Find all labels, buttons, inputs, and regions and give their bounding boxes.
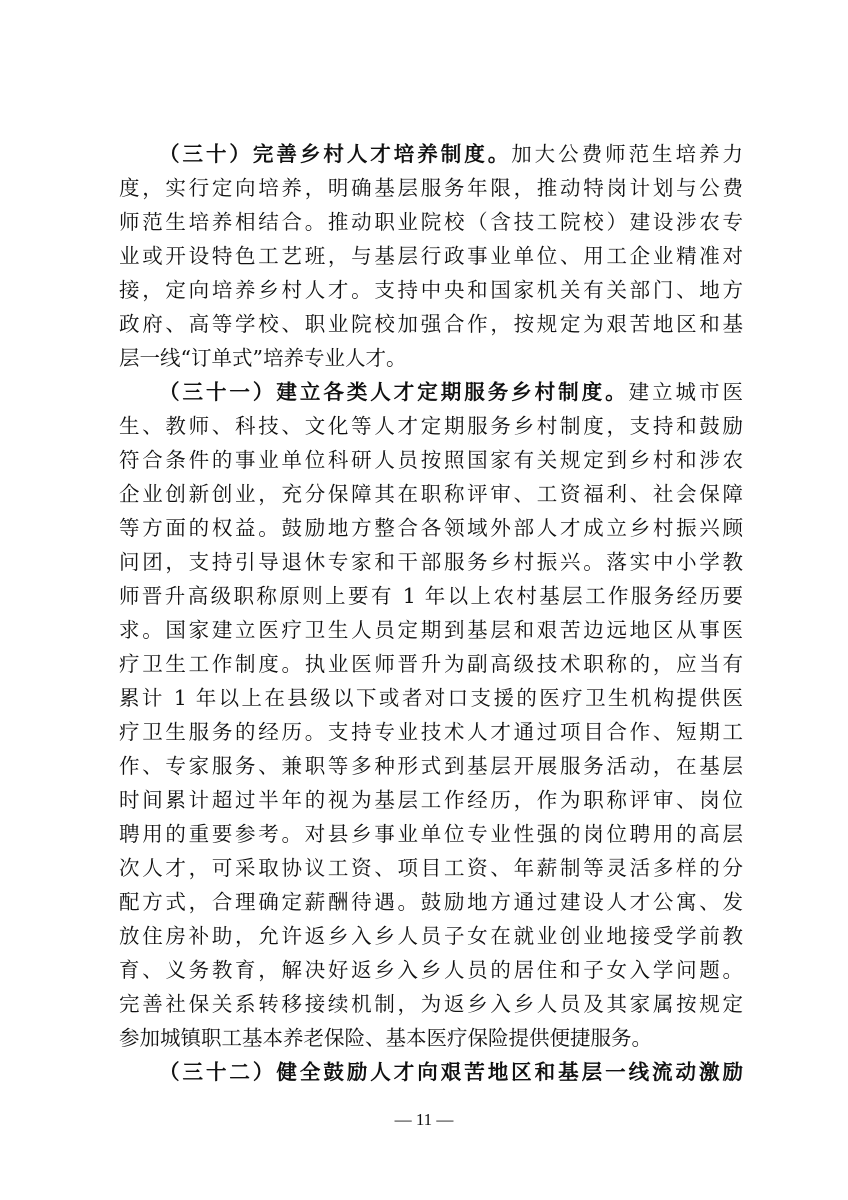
section-31 (119, 375, 743, 1055)
paragraph-line (159, 1055, 743, 1089)
paragraph-line: 问团，支持引导退休专家和干部服务乡村振兴。落实中小学教 (119, 550, 743, 574)
paragraph-line: 业或开设特色工艺班，与基层行政事业单位、用工企业精准对 (119, 244, 743, 268)
paragraph-line: 时间累计超过半年的视为基层工作经历，作为职称评审、岗位 (119, 788, 743, 812)
paragraph-line: 接，定向培养乡村人才。支持中央和国家机关有关部门、地方 (119, 278, 743, 302)
paragraph-line: 聘用的重要参考。对县乡事业单位专业性强的岗位聘用的高层 (119, 822, 743, 846)
paragraph-line: 参加城镇职工基本养老保险、基本医疗保险提供便捷服务。 (119, 1026, 652, 1050)
section-heading: （三十一）建立各类人才定期服务乡村制度。 (159, 380, 629, 404)
section-heading: （三十）完善乡村人才培养制度。 (159, 142, 512, 166)
paragraph-line: 符合条件的事业单位科研人员按照国家有关规定到乡村和涉农 (119, 448, 743, 472)
paragraph-line: 作、专家服务、兼职等多种形式到基层开展服务活动，在基层 (119, 754, 743, 778)
section-heading: （三十二）健全鼓励人才向艰苦地区和基层一线流动激励 (159, 1060, 743, 1084)
paragraph-line: 放住房补助，允许返乡入乡人员子女在就业创业地接受学前教 (119, 924, 743, 948)
paragraph-line: 等方面的权益。鼓励地方整合各领域外部人才成立乡村振兴顾 (119, 516, 743, 540)
paragraph-line: 累计 1 年以上在县级以下或者对口支援的医疗卫生机构提供医 (119, 686, 743, 710)
paragraph-line: 企业创新创业，充分保障其在职称评审、工资福利、社会保障 (119, 482, 743, 506)
paragraph-line: （三十）完善乡村人才培养制度。加大公费师范生培养力 (159, 142, 743, 166)
paragraph-line: 师范生培养相结合。推动职业院校（含技工院校）建设涉农专 (119, 210, 743, 234)
paragraph-line: 求。国家建立医疗卫生人员定期到基层和艰苦边远地区从事医 (119, 618, 743, 642)
paragraph-line: （三十一）建立各类人才定期服务乡村制度。建立城市医 (159, 380, 744, 404)
section-32 (119, 1055, 743, 1089)
paragraph-line: 配方式，合理确定薪酬待遇。鼓励地方通过建设人才公寓、发 (119, 890, 743, 914)
section-30 (119, 137, 743, 375)
paragraph-line: 完善社保关系转移接续机制，为返乡入乡人员及其家属按规定 (119, 992, 743, 1016)
paragraph-line: 层一线“订单式”培养专业人才。 (119, 346, 407, 370)
page-number: — 11 — (394, 1110, 454, 1129)
paragraph-line: 师晋升高级职称原则上要有 1 年以上农村基层工作服务经历要 (119, 584, 743, 608)
paragraph-line: 政府、高等学校、职业院校加强合作，按规定为艰苦地区和基 (119, 312, 743, 336)
paragraph-line: 次人才，可采取协议工资、项目工资、年薪制等灵活多样的分 (119, 856, 743, 880)
paragraph-line: 度，实行定向培养，明确基层服务年限，推动特岗计划与公费 (119, 176, 743, 200)
paragraph-line: 生、教师、科技、文化等人才定期服务乡村制度，支持和鼓励 (119, 414, 743, 438)
paragraph-line: 疗卫生服务的经历。支持专业技术人才通过项目合作、短期工 (119, 720, 743, 744)
paragraph-line: 育、义务教育，解决好返乡入乡人员的居住和子女入学问题。 (119, 958, 743, 982)
paragraph-line: 疗卫生工作制度。执业医师晋升为副高级技术职称的，应当有 (119, 652, 743, 676)
